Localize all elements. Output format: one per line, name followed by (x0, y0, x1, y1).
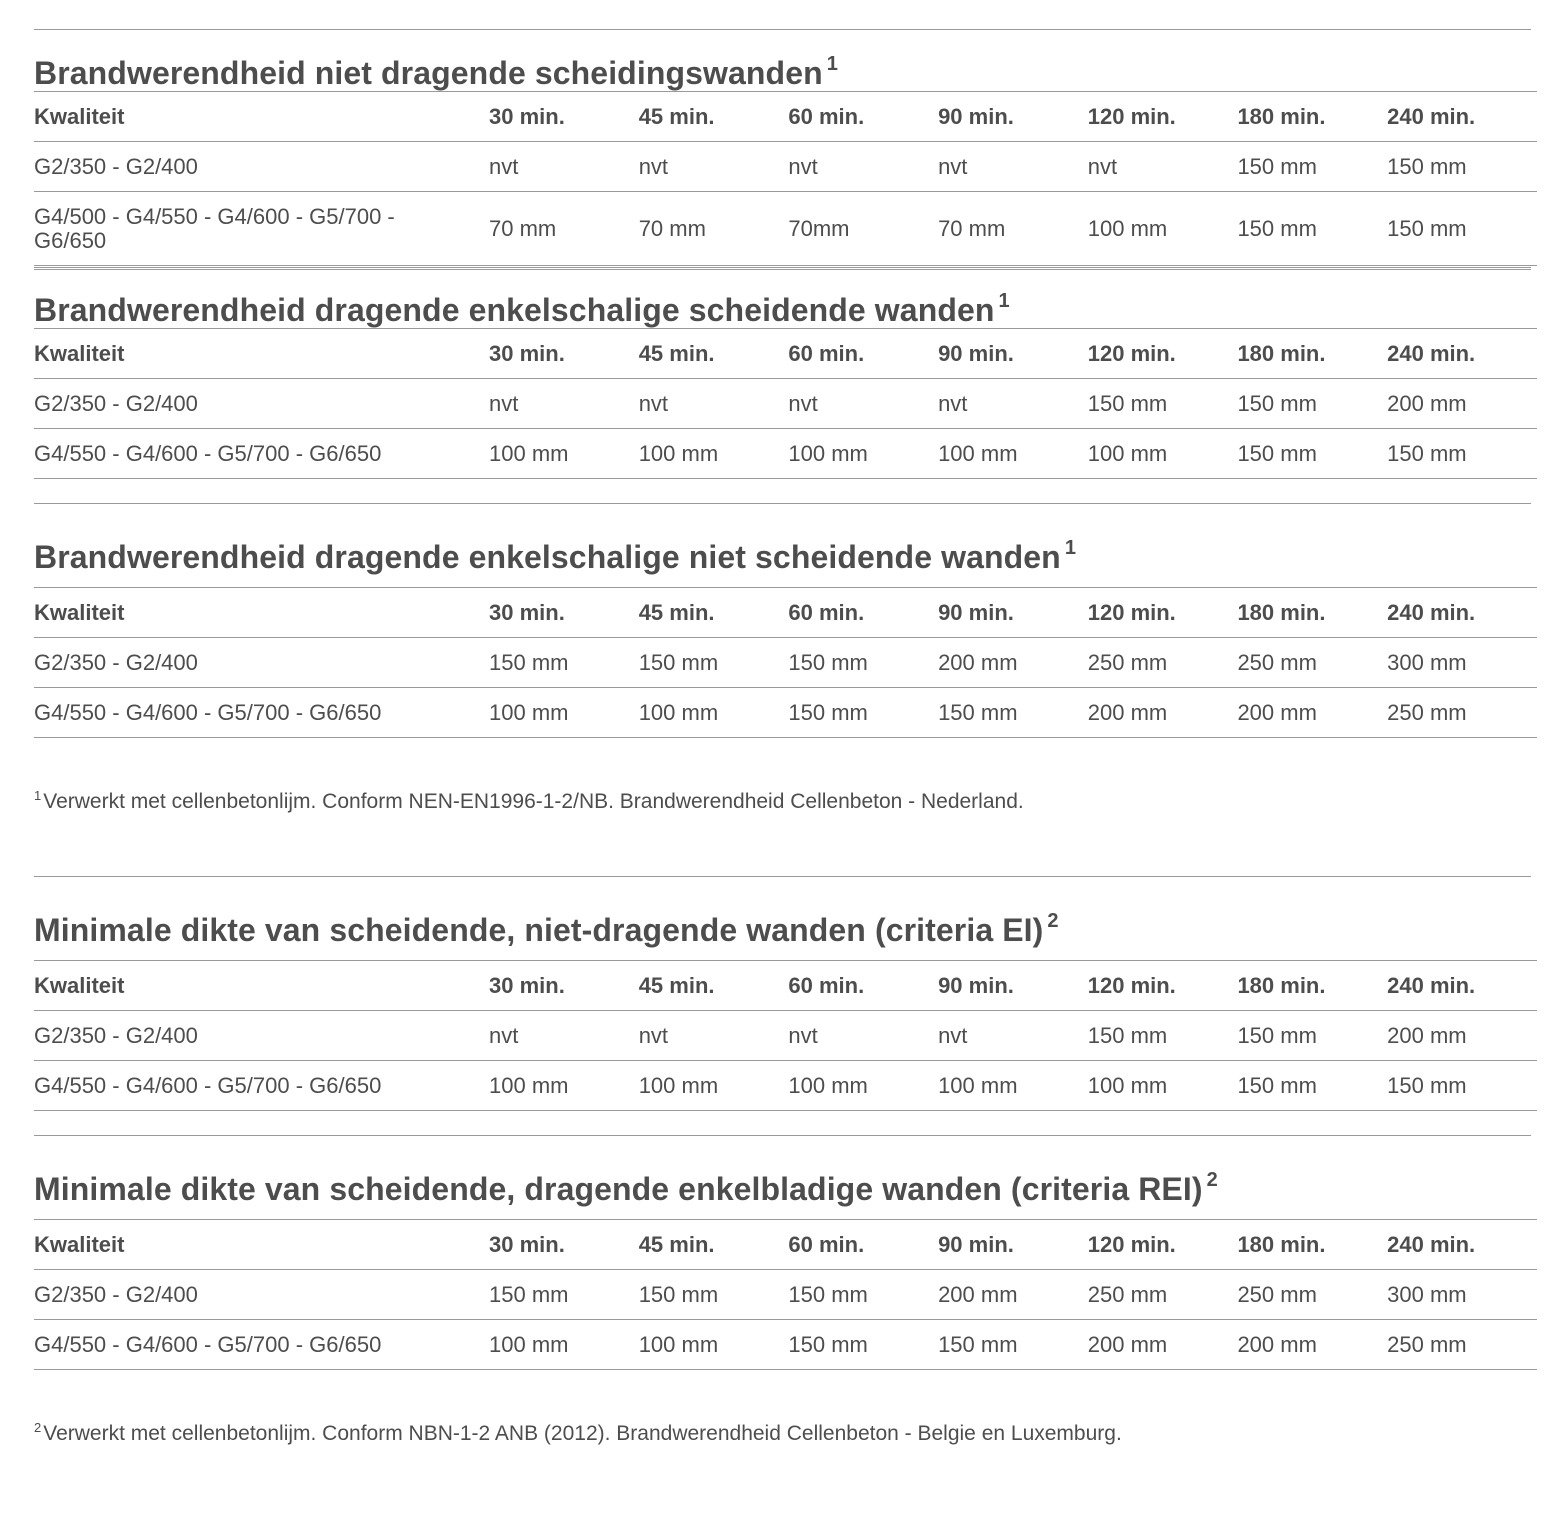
column-header: 240 min. (1387, 588, 1537, 638)
column-header: 60 min. (788, 329, 938, 379)
table-cell: 100 mm (489, 1061, 639, 1111)
section-title (34, 30, 1531, 91)
column-header: 180 min. (1237, 92, 1387, 142)
table-cell: 150 mm (1088, 1011, 1238, 1061)
column-header: 240 min. (1387, 961, 1537, 1011)
footnote-ref: 1 (1064, 537, 1077, 559)
column-header: 120 min. (1088, 961, 1238, 1011)
fire-resistance-table (34, 587, 1537, 738)
section-title (34, 270, 1531, 328)
column-header: Kwaliteit (34, 961, 489, 1011)
table-header-row (34, 961, 1537, 1011)
table-cell: 100 mm (489, 429, 639, 479)
column-header: 180 min. (1237, 1220, 1387, 1270)
fire-resistance-table (34, 960, 1537, 1111)
table-row (34, 379, 1537, 429)
table-cell: nvt (489, 142, 639, 192)
table-section-1 (34, 29, 1531, 266)
table-cell: 250 mm (1088, 1270, 1238, 1320)
column-header: 120 min. (1088, 1220, 1238, 1270)
table-row (34, 1270, 1537, 1320)
table-cell: G4/550 - G4/600 - G5/700 - G6/650 (34, 1061, 489, 1111)
table-cell: 100 mm (788, 429, 938, 479)
table-cell: 70 mm (639, 192, 789, 266)
column-header: 240 min. (1387, 329, 1537, 379)
table-header-row (34, 588, 1537, 638)
column-header: 60 min. (788, 588, 938, 638)
footnote-text: Verwerkt met cellenbetonlijm. Conform NBN-1-2 ANB (2012). Brandwerendheid Cellenbeton - Belgie en Luxemburg. (43, 1422, 1122, 1445)
table-cell: nvt (639, 1011, 789, 1061)
table-row (34, 1061, 1537, 1111)
section-title (34, 877, 1531, 960)
table-cell: G2/350 - G2/400 (34, 1270, 489, 1320)
section-title-text: Brandwerendheid niet dragende scheidingswanden (34, 55, 823, 91)
table-cell: nvt (489, 379, 639, 429)
column-header: Kwaliteit (34, 588, 489, 638)
section-title (34, 504, 1531, 587)
table-cell: 150 mm (788, 638, 938, 688)
table-cell: 70 mm (938, 192, 1088, 266)
column-header: 120 min. (1088, 588, 1238, 638)
column-header: 90 min. (938, 588, 1088, 638)
table-row (34, 192, 1537, 266)
footnote-2 (34, 1420, 1531, 1446)
table-cell: 150 mm (639, 1270, 789, 1320)
table-header-row (34, 92, 1537, 142)
table-cell: nvt (1088, 142, 1238, 192)
table-cell: nvt (489, 1011, 639, 1061)
table-cell: 150 mm (938, 688, 1088, 738)
table-cell: 150 mm (1088, 379, 1238, 429)
column-header: 180 min. (1237, 961, 1387, 1011)
table-cell: 100 mm (639, 1320, 789, 1370)
table-cell: 100 mm (1088, 1061, 1238, 1111)
table-cell: nvt (639, 142, 789, 192)
table-cell: 200 mm (1088, 1320, 1238, 1370)
table-cell: 150 mm (1237, 142, 1387, 192)
table-cell: nvt (938, 142, 1088, 192)
table-cell: 250 mm (1237, 638, 1387, 688)
column-header: 30 min. (489, 329, 639, 379)
table-cell: 150 mm (1237, 379, 1387, 429)
table-cell: 70 mm (489, 192, 639, 266)
table-cell: 150 mm (788, 688, 938, 738)
table-cell: G2/350 - G2/400 (34, 638, 489, 688)
table-cell: 100 mm (639, 429, 789, 479)
footnote-ref: 1 (998, 290, 1010, 312)
table-cell: G2/350 - G2/400 (34, 379, 489, 429)
table-cell: 100 mm (489, 1320, 639, 1370)
table-row (34, 142, 1537, 192)
footnote-ref: 2 (1047, 910, 1059, 932)
table-cell: 100 mm (1088, 429, 1238, 479)
table-cell: 100 mm (639, 688, 789, 738)
table-cell: 200 mm (1387, 1011, 1537, 1061)
table-cell: 300 mm (1387, 638, 1537, 688)
column-header: 60 min. (788, 961, 938, 1011)
table-cell: 250 mm (1088, 638, 1238, 688)
column-header: 90 min. (938, 1220, 1088, 1270)
table-cell: G4/550 - G4/600 - G5/700 - G6/650 (34, 688, 489, 738)
column-header: 45 min. (639, 961, 789, 1011)
table-cell: 70mm (788, 192, 938, 266)
section-title-text: Brandwerendheid dragende enkelschalige niet scheidende wanden (34, 539, 1061, 575)
column-header: 45 min. (639, 92, 789, 142)
table-cell: 250 mm (1387, 1320, 1537, 1370)
table-cell: nvt (938, 1011, 1088, 1061)
column-header: 45 min. (639, 588, 789, 638)
table-cell: nvt (788, 379, 938, 429)
table-section-2 (34, 267, 1531, 479)
section-title-text: Minimale dikte van scheidende, dragende enkelbladige wanden (criteria REI) (34, 1171, 1203, 1207)
table-cell: 100 mm (489, 688, 639, 738)
column-header: 180 min. (1237, 329, 1387, 379)
column-header: 120 min. (1088, 92, 1238, 142)
table-row (34, 1011, 1537, 1061)
column-header: 120 min. (1088, 329, 1238, 379)
footnote-ref: 1 (826, 53, 838, 75)
table-cell: 150 mm (1237, 1061, 1387, 1111)
table-cell: 100 mm (938, 1061, 1088, 1111)
table-cell: G4/550 - G4/600 - G5/700 - G6/650 (34, 1320, 489, 1370)
table-cell: 150 mm (788, 1320, 938, 1370)
table-cell: G2/350 - G2/400 (34, 1011, 489, 1061)
table-cell: 150 mm (1387, 192, 1537, 266)
table-section-4 (34, 876, 1531, 1111)
column-header: 30 min. (489, 92, 639, 142)
column-header: 90 min. (938, 92, 1088, 142)
table-cell: 150 mm (1387, 1061, 1537, 1111)
table-cell: 150 mm (489, 1270, 639, 1320)
section-title-text: Minimale dikte van scheidende, niet-dragende wanden (criteria EI) (34, 912, 1044, 948)
column-header: 45 min. (639, 1220, 789, 1270)
table-cell: G4/500 - G4/550 - G4/600 - G5/700 - G6/650 (34, 192, 489, 266)
table-cell: G2/350 - G2/400 (34, 142, 489, 192)
table-cell: 100 mm (938, 429, 1088, 479)
table-cell: 200 mm (1387, 379, 1537, 429)
column-header: 30 min. (489, 588, 639, 638)
table-cell: 200 mm (938, 1270, 1088, 1320)
table-cell: nvt (938, 379, 1088, 429)
column-header: 90 min. (938, 329, 1088, 379)
footnote-mark: 1 (34, 788, 42, 803)
footnote-mark: 2 (34, 1420, 42, 1435)
footnote-1 (34, 788, 1531, 876)
section-title-text: Brandwerendheid dragende enkelschalige scheidende wanden (34, 292, 995, 328)
table-cell: 150 mm (1237, 1011, 1387, 1061)
table-section-5 (34, 1135, 1531, 1370)
column-header: 60 min. (788, 1220, 938, 1270)
table-cell: 100 mm (639, 1061, 789, 1111)
column-header: 45 min. (639, 329, 789, 379)
table-section-3 (34, 503, 1531, 738)
table-cell: 200 mm (1237, 688, 1387, 738)
table-cell: 150 mm (1237, 192, 1387, 266)
table-header-row (34, 329, 1537, 379)
table-row (34, 688, 1537, 738)
table-cell: 250 mm (1387, 688, 1537, 738)
table-cell: nvt (788, 142, 938, 192)
table-cell: 150 mm (1387, 429, 1537, 479)
column-header: 30 min. (489, 961, 639, 1011)
table-row (34, 1320, 1537, 1370)
table-cell: 250 mm (1237, 1270, 1387, 1320)
table-cell: 200 mm (1088, 688, 1238, 738)
table-cell: G4/550 - G4/600 - G5/700 - G6/650 (34, 429, 489, 479)
footnote-ref: 2 (1206, 1169, 1218, 1191)
table-cell: nvt (639, 379, 789, 429)
table-cell: 150 mm (489, 638, 639, 688)
footnote-text: Verwerkt met cellenbetonlijm. Conform NEN-EN1996-1-2/NB. Brandwerendheid Cellenbeton - Nederland. (43, 790, 1024, 813)
column-header: Kwaliteit (34, 329, 489, 379)
table-header-row (34, 1220, 1537, 1270)
table-cell: 150 mm (1387, 142, 1537, 192)
table-cell: 300 mm (1387, 1270, 1537, 1320)
column-header: 30 min. (489, 1220, 639, 1270)
fire-resistance-table (34, 91, 1537, 266)
table-row (34, 429, 1537, 479)
column-header: 180 min. (1237, 588, 1387, 638)
column-header: 240 min. (1387, 1220, 1537, 1270)
table-cell: 100 mm (1088, 192, 1238, 266)
page (34, 29, 1531, 1446)
column-header: 240 min. (1387, 92, 1537, 142)
column-header: Kwaliteit (34, 1220, 489, 1270)
fire-resistance-table (34, 1219, 1537, 1370)
column-header: 90 min. (938, 961, 1088, 1011)
column-header: Kwaliteit (34, 92, 489, 142)
table-cell: 200 mm (1237, 1320, 1387, 1370)
table-cell: 150 mm (639, 638, 789, 688)
column-header: 60 min. (788, 92, 938, 142)
table-cell: 150 mm (938, 1320, 1088, 1370)
fire-resistance-table (34, 328, 1537, 479)
table-cell: 100 mm (788, 1061, 938, 1111)
table-cell: 150 mm (788, 1270, 938, 1320)
table-cell: 200 mm (938, 638, 1088, 688)
section-title (34, 1136, 1531, 1219)
table-cell: nvt (788, 1011, 938, 1061)
table-cell: 150 mm (1237, 429, 1387, 479)
table-row (34, 638, 1537, 688)
